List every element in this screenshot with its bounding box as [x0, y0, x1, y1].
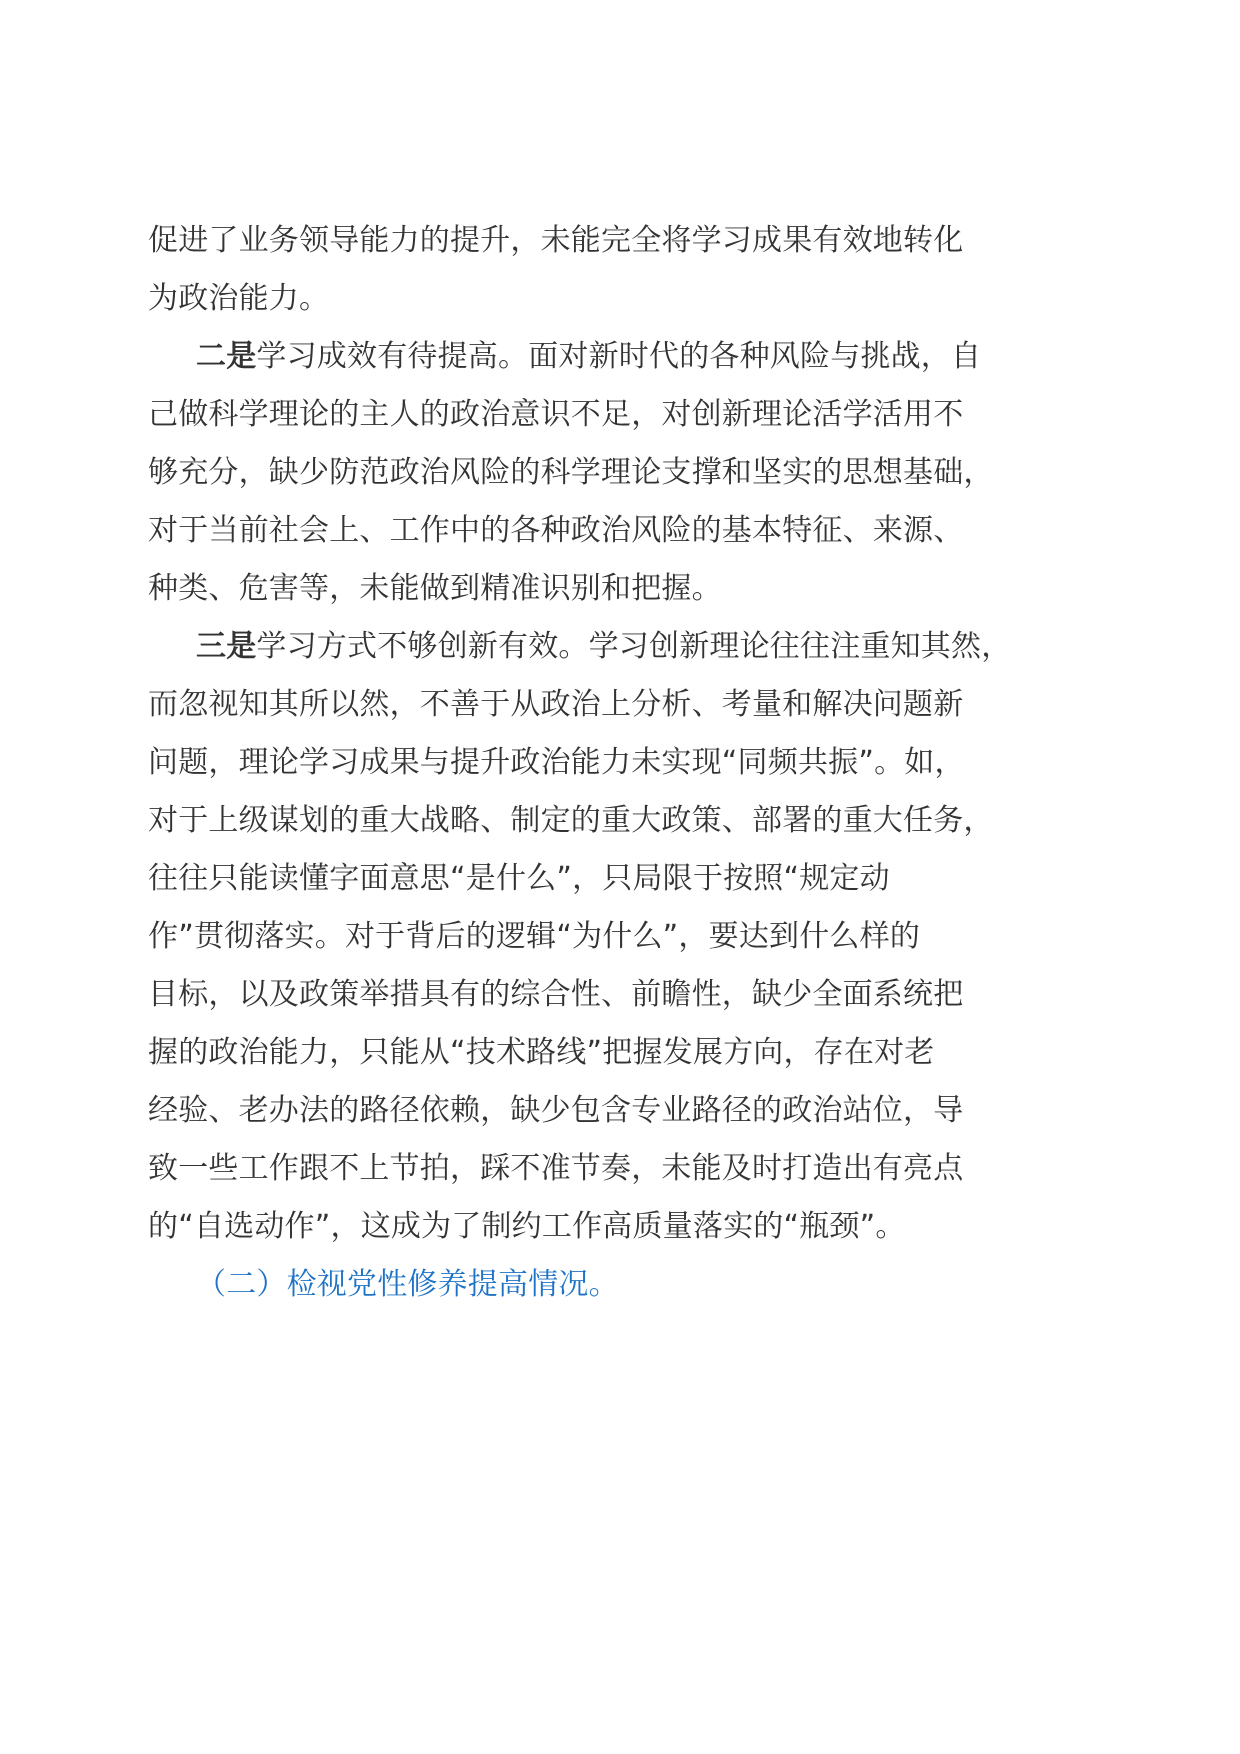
text-line: 而忽视知其所以然，不善于从政治上分析、考量和解决问题新 — [148, 687, 964, 722]
text-line: 经验、老办法的路径依赖，缺少包含专业路径的政治站位，导 — [148, 1093, 964, 1128]
paragraph-third-point — [148, 618, 1012, 1256]
text-line: 为政治能力。 — [148, 281, 330, 316]
text-run: 学习方式不够创新有效。学习创新理论往往注重知其然， — [256, 629, 1012, 664]
text-line: 对于当前社会上、工作中的各种政治风险的基本特征、来源、 — [148, 513, 964, 548]
text-run: 学习成效有待提高。面对新时代的各种风险与挑战，自 — [256, 339, 982, 374]
text-line: 问题，理论学习成果与提升政治能力未实现“同频共振”。如， — [148, 745, 965, 780]
text-line: 对于上级谋划的重大战略、制定的重大政策、部署的重大任务， — [148, 803, 994, 838]
section-heading — [148, 1256, 998, 1314]
paragraph-continuation — [148, 212, 998, 328]
text-line: 作”贯彻落实。对于背后的逻辑“为什么”，要达到什么样的 — [148, 919, 921, 954]
text-line: 够充分，缺少防范政治风险的科学理论支撑和坚实的思想基础， — [148, 455, 994, 490]
document-body — [148, 212, 1012, 1314]
text-line: 目标，以及政策举措具有的综合性、前瞻性，缺少全面系统把 — [148, 977, 964, 1012]
text-line: 己做科学理论的主人的政治意识不足，对创新理论活学活用不 — [148, 397, 964, 432]
text-line — [148, 618, 1012, 676]
text-line — [148, 328, 998, 386]
section-heading-text: （二）检视党性修养提高情况。 — [196, 1267, 619, 1302]
point-lead-label: 三是 — [196, 629, 257, 664]
text-line: 致一些工作跟不上节拍，踩不准节奏，未能及时打造出有亮点 — [148, 1151, 964, 1186]
text-line: 种类、危害等，未能做到精准识别和把握。 — [148, 571, 722, 606]
paragraph-second-point — [148, 328, 998, 618]
text-line: 往往只能读懂字面意思“是什么”，只局限于按照“规定动 — [148, 861, 890, 896]
point-lead-label: 二是 — [196, 339, 257, 374]
text-line: 握的政治能力，只能从“技术路线”把握发展方向，存在对老 — [148, 1035, 935, 1070]
text-line: 的“自选动作”，这成为了制约工作高质量落实的“瓶颈”。 — [148, 1209, 906, 1244]
text-line: 促进了业务领导能力的提升，未能完全将学习成果有效地转化 — [148, 223, 964, 258]
